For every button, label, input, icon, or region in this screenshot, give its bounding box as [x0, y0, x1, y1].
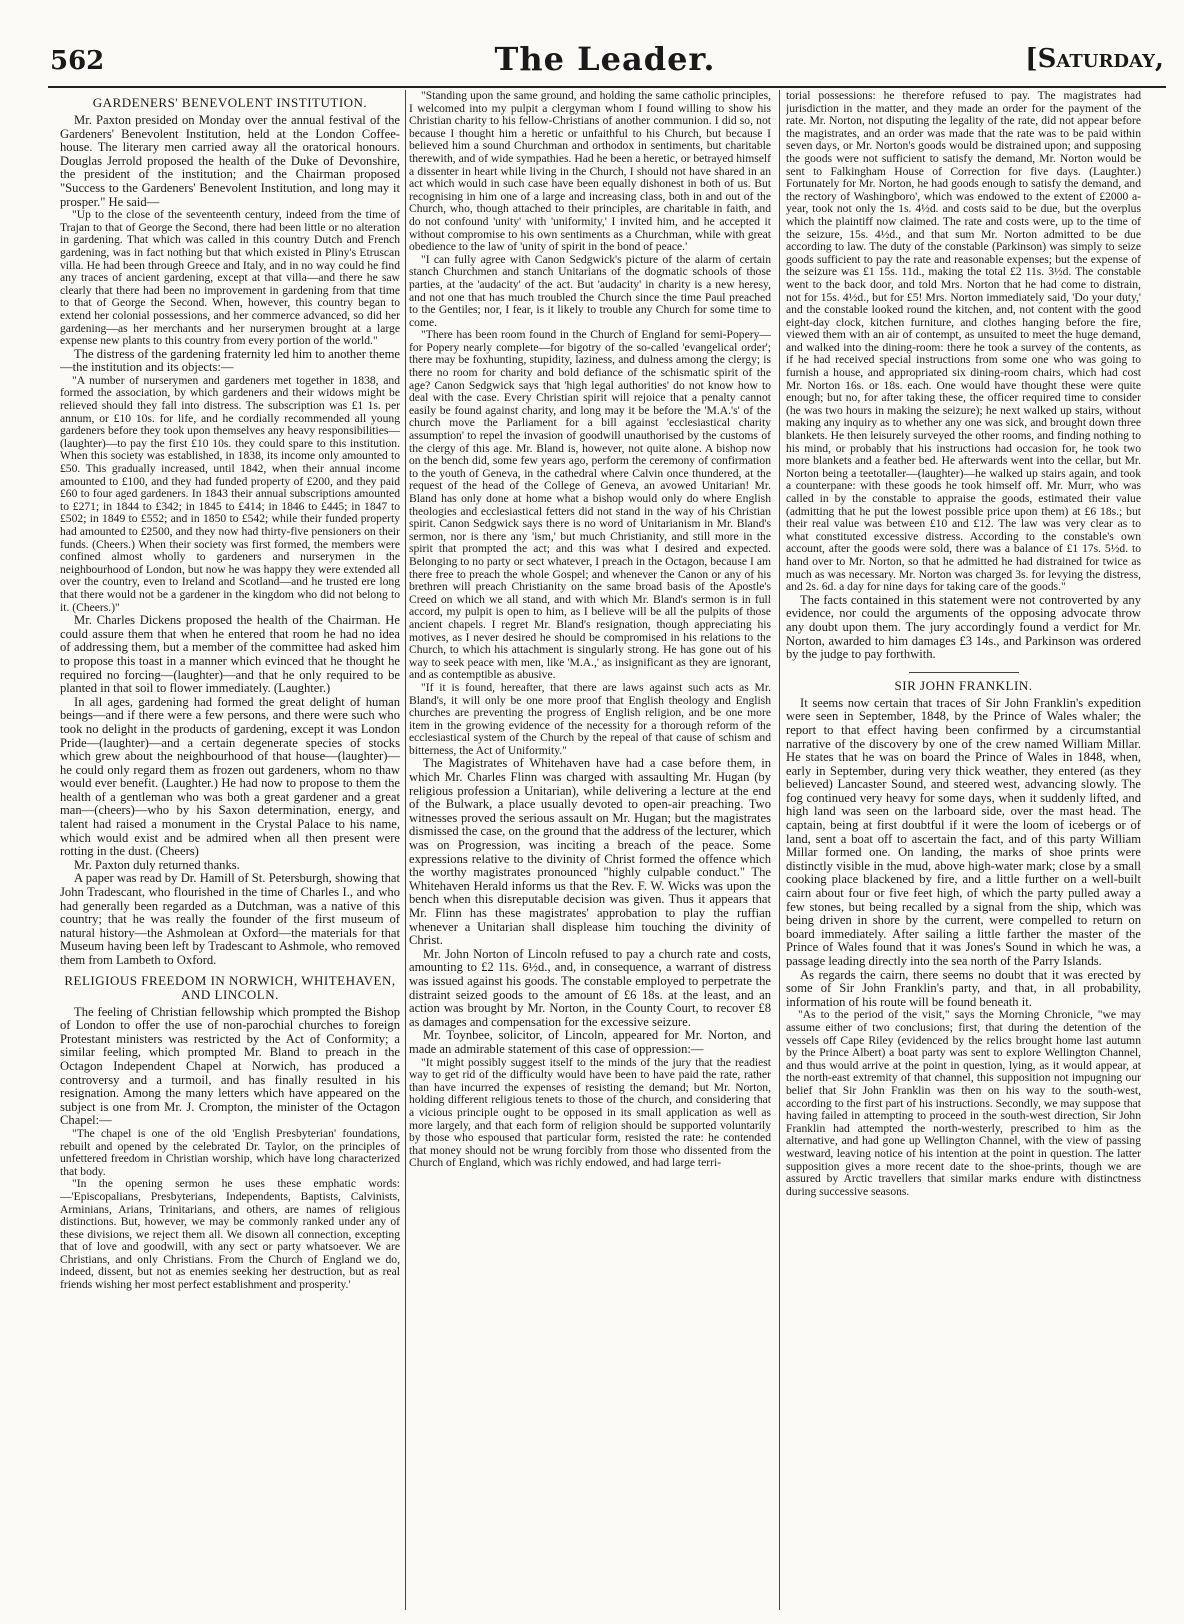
column-2 [409, 90, 771, 1610]
page-number: 562 [50, 46, 105, 76]
quoted-paragraph: "If it is found, hereafter, that there are laws against such acts as Mr. Bland's, it will only be one more proof that English theology and English churches are preventing the progress of English religion, and be one more item in the growing evidence of the necessity for a thorough reform of the ecclesiastical system of the Church by the repeal of that cause of schism and bitterness, the Act of Uniformity." [409, 680, 771, 757]
quoted-paragraph: "It might possibly suggest itself to the minds of the jury that the readiest way to get rid of the difficulty would have been to have paid the rate, rather than have incurred the expenses of resisting the demand; but Mr. Norton, holding different religious tenets to those of the church, and considering that a vicious principle ought to be opposed in its small application as well as more largely, and that each form of religion should be supported voluntarily by those who espoused that particular form, resisted the rate: he contended that money should not be wrung forcibly from those who dissented from the Church of England, which was richly endowed, and had large terri- [409, 1055, 771, 1170]
article-heading-franklin: SIR JOHN FRANKLIN. [894, 677, 1033, 693]
column-3 [786, 90, 1141, 1610]
paragraph: Mr. Toynbee, solicitor, of Lincoln, appeared for Mr. Norton, and made an admirable statement of this case of oppression:— [409, 1028, 771, 1056]
quoted-paragraph: "Standing upon the same ground, and holding the same catholic principles, I welcomed into my pulpit a clergyman whom I found willing to show his Christian charity to his fellow-Christians of another communion. I did so, not because I thought him a heretic or unfaithful to his Church, but because I believed him a sound Churchman and orthodox in sentiments, but charitable therewith, and of wide sympathies. Had he been a heretic, or betrayed himself a dissenter in heart while living in the Church, I should not have shared in an act which would in such case have been equally dishonest in both of us. But recognising in him one of a large and increasing class, both in and out of the Church, who, though attached to their principles, are charitable in faith, and do not confound 'unity' with 'uniformity,' I invited him, and he accepted it without compromise to his own sentiments as a Churchman, while with great obedience to the law of 'unity of spirit in the bond of peace.' [409, 90, 771, 254]
paragraph: The Magistrates of Whitehaven have had a case before them, in which Mr. Charles Flinn was charged with assaulting Mr. Hugan (by religious profession a Unitarian), while delivering a lecture at the end of the Bulwark, a place usually devoted to open-air preaching. Two witnesses proved the serious assault on Mr. Hugan; but the magistrates dismissed the case, on the ground that the address of the lecturer, which was on Progression, was inciting a breach of the peace. Some expressions relative to the divinity of Christ formed the offence which the worthy magistrates pronounced "highly culpable conduct." The Whitehaven Herald informs us that the Rev. F. W. Wicks was upon the bench when this disreputable decision was given. Thus it appears that Mr. Flinn has these magistrates' approbation to play the ruffian whenever a Unitarian shall displease him touching the divinity of Christ. [409, 756, 771, 948]
quoted-paragraph: torial possessions: he therefore refused to pay. The magistrates had jurisdiction in the matter, and they made an order for the payment of the rate. Mr. Norton, not disputing the legality of the rate, did not appear before the magistrates, and an order was made that the rate was to be paid within seven days, or Mr. Norton's goods would be distrained upon; and supposing the goods were not sufficient to satisfy the demand, Mr. Norton would be sent to Falkingham House of Correction for five days. (Laughter.) Fortunately for Mr. Norton, he had goods enough to satisfy the demand, and the rectory of Washingboro', which was endowed to the extent of £2000 a-year, took not only the 1s. 4½d. and costs said to be due, but the overplus which the plaintiff now claimed. The rate and costs were, up to the time of the seizure, 15s. 4½d., and that sum Mr. Norton admitted to be due according to law. The duty of the constable (Parkinson) was simply to seize goods sufficient to pay the rate and reasonable expenses; but the expense of the seizure was £1 15s. 11d., making the total £2 11s. 3½d. The constable went to the back door, and told Mrs. Norton that he had come to distrain, not for 15s. 4½d., but for £5! Mrs. Norton immediately said, 'Do your duty,' and the constable looked round the kitchen, and, not content with the good eight-day clock, kitchen furniture, and clothes hanging before the fire, viewed them with an air of contempt, as unsuited to meet the huge demand, and walked into the dining-room: there he took a survey of the contents, as if he had received special instructions from some one who was going to furnish a house, and appropriated six dining-room chairs, which had cost Mr. Norton 16s. or 18s. each. One would have thought these were quite enough; but no, for after taking these, the officer required time to consider (he was two hours in making the seizure); he next walked up stairs, without making any inquiry as to whether any one was sick, and brought down three blankets. He then leisurely surveyed the other rooms, and finding nothing to his mind, or probably that his instructions had occasion for, he took two more blankets and a feather bed. He afterwards went into the cellar, but Mr. Norton being a teetotaller—(laughter)—he walked up stairs again, and took a counterpane: with these goods he took himself off. Mr. Murr, who was called in by the constable to appraise the goods, estimated their value (admitting that he put the lowest possible price upon them) at £6 18s.; but their real value was between £10 and £12. The law was very clear as to what constituted excessive distress. According to the constable's own account, after the goods were sold, there was a balance of £1 17s. 5½d. to hand over to Mr. Norton, so that he admitted he had distrained for twice as much as was necessary. Mr. Norton was charged 3s. for levying the distress, and 2s. 6d. a day for nine days for taking care of the goods." [786, 90, 1141, 594]
quoted-paragraph: "There has been room found in the Church of England for semi-Popery—for Popery nearly complete—for bigotry of the so-called 'evangelical order'; there may be foxhunting, stupidity, laziness, and dulness among the clergy; is there no room for charity and bold defiance of the schismatic spirit of the age? Canon Sedgwick says that 'high legal authorities' do not know how to deal with the case. Every Christian spirit will rejoice that a penalty cannot easily be found against charity, and long may it be before the 'M.A.'s' of the church move the Parliament for a bill against 'ecclesiastical charity assumption' to repel the invasion of goodwill unauthorised by the customs of the clergy of this age. Mr. Bland is, however, not quite alone. A bishop now on the bench did, some few years ago, perform the ceremony of confirmation to the youth of Geneva, in the cathedral where Calvin once thundered, at the request of the head of the College of Geneva, an avowed Unitarian! Mr. Bland has only done at home what a bishop would only do where English theologies and ecclesiastical fetters did not stand in the way of his Christian spirit. Canon Sedgwick says there is no word of Unitarianism in Mr. Bland's sermon, nor is there any 'ism,' but much Christianity, and still more in the spirit that prompted the act; and this was what I desired and expected. Belonging to no party or sect whatever, I preach in the Octagon, because I am there free to preach the whole Gospel; and whenever the Canon or any of his brethren will preach Christianity on the same broad basis of the Apostle's Creed on which we all stand, and with which Mr. Bland's sermon is in full accord, my pulpit is open to him, as I believe will be all the pulpits of those ancient chapels. I regret Mr. Bland's resignation, though appreciating his motives, as I never desired he should be compromised in his relations to the Church, to which his attachment is singularly strong. He has gone out of his way to seek peace with men, like 'M.A.,' as insignificant as they are ignorant, and as contemptible as abusive. [409, 328, 771, 682]
issue-day: [Saturday, [1025, 44, 1164, 74]
masthead [46, 40, 1164, 80]
column-1 [60, 90, 400, 1610]
paragraph: It seems now certain that traces of Sir John Franklin's expedition were seen in September, 1848, by the Prince of Wales whaler; the report to that effect having been confirmed by a circumstantial narrative of the discovery by one of the crew named William Millar. He states that he was on board the Prince of Wales in 1848, when, early in September, during very thick weather, they entered (as they believed) Lancaster Sound, and steered west, advancing slowly. The fog continued very heavy for some days, when it suddenly lifted, and high land was seen on the larboard side, over the mast head. The captain, being at first doubtful if it were the loom of icebergs or of land, sent a boat off to ascertain the fact, and of this party William Millar formed one. On landing, the marks of shoe prints were distinctly visible in the mud, above high-water mark; close by a small cooking place blackened by fire, and a little further on a well-built cairn about four or five feet high, of which the party pulled away a few stones, but being recalled by a signal from the ship, which was being driven in shore by the current, were compelled to return on board immediately. After sailing a little farther the master of the Prince of Wales found that it was Jones's Sound in which he was, a passage leading directly into the sea north of the Parry Islands. [786, 695, 1141, 968]
paragraph: Mr. Paxton presided on Monday over the annual festival of the Gardeners' Benevolent Institution, held at the London Coffee-house. The literary men carried away all the oratorical honours. Douglas Jerrold proposed the health of the Duke of Devonshire, the president of the institution; and the Chairman proposed "Success to the Gardeners' Benevolent Institution, and long may it prosper." He said— [60, 113, 400, 209]
quoted-paragraph: "In the opening sermon he uses these emphatic words:—'Episcopalians, Presbyterians, Independents, Baptists, Calvinists, Arminians, Arians, Trinitarians, and others, are names of religious distinctions. But, however, we may be commonly ranked under any of these divisions, we reject them all. We disown all connection, excepting that of love and goodwill, with any sect or party whatsoever. We are Christians, and only Christians. From the Church of England we do, indeed, dissent, but not as enemies seeking her destruction, but as real friends wishing her most perfect establishment and prosperity.' [60, 1177, 400, 1292]
paragraph: Mr. Paxton duly returned thanks. [74, 857, 240, 872]
column-divider [779, 90, 780, 1610]
paragraph: Mr. Charles Dickens proposed the health of the Chairman. He could assure them that when he entered that room he had no idea of addressing them, but a member of the committee had asked him to propose this toast in a manner which evinced that he thought he required no forcing—(laughter)—and that he only required to be planted in that soil to flower immediately. (Laughter.) [60, 613, 400, 696]
paragraph: In all ages, gardening had formed the great delight of human beings—and if there were a few persons, and there were such who took no delight in the products of gardening, except it was London Pride—(laughter)—and a certain degenerate species of stocks which grew about the neighbourhood of that house—(laughter)—he could only regard them as frozen out gardeners, whom no thaw would ever benefit. (Laughter.) He had now to propose to them the health of a gentleman who was both a great gardener and a great man—(cheers)—who by his Saxon determination, energy, and talent had raised a monument in the Crystal Palace to his name, which would exist and be admired when all then present were rotting in the dust. (Cheers) [60, 694, 400, 859]
quoted-paragraph: "Up to the close of the seventeenth century, indeed from the time of Trajan to that of George the Second, there had been little or no alteration in gardening. That which was called in this country Dutch and French gardening, was in fact nothing but that which existed in Pliny's Etruscan villa. He had been through Greece and Italy, and in no way could he find any traces of ancient gardening, except at that villa—and there he saw clearly that there had been no improvement in gardening from that time to that of George the Second. When, however, this country began to extend her colonial possessions, and her commerce advanced, so did her gardening—as her merchants and her nurserymen brought at a large expense new plants to this country from every portion of the world." [60, 208, 400, 348]
quoted-paragraph: "As to the period of the visit," says the Morning Chronicle, "we may assume either of two conclusions; first, that during the detention of the vessels off Cape Riley (evidenced by the relics brought home last autumn by the Prince Albert) a boat party was sent to explore Wellington Channel, and thus would arrive at the point in question, lying, as it would appear, at the north-east extremity of that channel, this supposition not impugning our belief that Sir John Franklin was then on his way to the south-west, according to the first part of his instructions. Secondly, we may suppose that having failed in attempting to proceed in the south-west direction, Sir John Franklin had attempted the north-westerly, prescribed to him as the alternative, and had gone up Wellington Channel, with the view of passing westward, leaving notice of his intention at the point in question. The latter supposition gives a more recent date to the shoe-prints, though we are assured by Arctic travellers that similar marks endure with distinctness during successive seasons. [786, 1008, 1141, 1198]
quoted-paragraph: "The chapel is one of the old 'English Presbyterian' foundations, rebuilt and opened by the celebrated Dr. Taylor, on the principles of unfettered freedom in Christian worship, which have long characterized that body. [60, 1126, 400, 1178]
column-divider [405, 90, 406, 1610]
quoted-paragraph: "I can fully agree with Canon Sedgwick's picture of the alarm of certain stanch Churchmen and stanch Unitarians of the dogmatic schools of those parties, at the 'audacity' of the act. But 'audacity' in charity is a new heresy, and not one that has much troubled the Church since the time Paul preached to the Gentiles; nor, I fear, is it likely to trouble any Church for some time to come. [409, 252, 771, 329]
newspaper-title: The Leader. [494, 40, 716, 78]
paragraph: The feeling of Christian fellowship which prompted the Bishop of London to offer the use of non-parochial churches to foreign Protestant ministers was restricted by the Act of Conformity; a similar feeling, which prompted Mr. Bland to preach in the Octagon Independent Chapel at Norwich, has produced a controversy and a turmoil, and has finally resulted in his resignation. Among the many letters which have appeared on the subject is one from Mr. J. Crompton, the minister of the Octagon Chapel:— [60, 1004, 400, 1128]
paragraph: As regards the cairn, there seems no doubt that it was erected by some of Sir John Franklin's party, and that, in all probability, information of his route will be found beneath it. [786, 967, 1141, 1009]
quoted-paragraph: "A number of nurserymen and gardeners met together in 1838, and formed the association, by which gardeners and their widows might be relieved should they fall into distress. The subscription was £1 1s. per annum, or £10 10s. for life, and he cordially recommended all young gardeners before they took upon themselves any heavy responsibilities—(laughter)—to pay the first £10 10s. they could spare to this institution. When this society was established, in 1838, its income only amounted to £50. This gradually increased, until 1842, when their annual income amounted to £100, and they had funded property of £200, and they paid £60 to four aged gardeners. In 1843 their annual subscriptions amounted to £271; in 1844 to £342; in 1845 to £414; in 1846 to £445; in 1847 to £502; in 1849 to £552; and in 1850 to £542; while their funded property had amounted to £2500, and they now had thirty-five pensioners on their funds. (Cheers.) When their society was first formed, the members were confined almost wholly to gardeners and nurserymen in the neighbourhood of London, but now he was happy they were extended all over the country, even to Ireland and Scotland—and he trusted ere long that there would not be a gardener in the kingdom who did not belong to it. (Cheers.)" [60, 373, 400, 614]
masthead-rule [48, 86, 1166, 88]
article-heading-gardeners: GARDENERS' BENEVOLENT INSTITUTION. [92, 95, 368, 110]
section-separator [909, 672, 1019, 673]
paragraph: The distress of the gardening fraternity led him to another theme—the institution and its objects:— [60, 346, 400, 375]
paragraph: The facts contained in this statement were not controverted by any evidence, nor could the arguments of the opposing advocate throw any doubt upon them. The jury accordingly found a verdict for Mr. Norton, awarded to him damages £3 14s., and Parkinson was ordered by the judge to pay forthwith. [786, 592, 1141, 662]
paragraph: A paper was read by Dr. Hamill of St. Petersburgh, showing that John Tradescant, who flourished in the time of Charles I., and who had generally been regarded as a Dutchman, was a native of this country; that he was really the founder of the first museum of natural history—the Ashmolean at Oxford—the materials for that Museum having been left by Tradescant to Ashmole, who removed them from Lambeth to Oxford. [60, 871, 400, 967]
article-heading-religious-freedom: RELIGIOUS FREEDOM IN NORWICH, WHITEHAVEN, AND LINCOLN. [64, 972, 396, 1002]
paragraph: Mr. John Norton of Lincoln refused to pay a church rate and costs, amounting to £2 11s. 6½d., and, in consequence, a warrant of distress was issued against his goods. The constable employed to perpetrate the distraint seized goods to the amount of £6 18s. at the least, and an action was brought by Mr. Norton, in the County Court, to recover £8 as damages and compensation for the excessive seizure. [409, 946, 771, 1029]
